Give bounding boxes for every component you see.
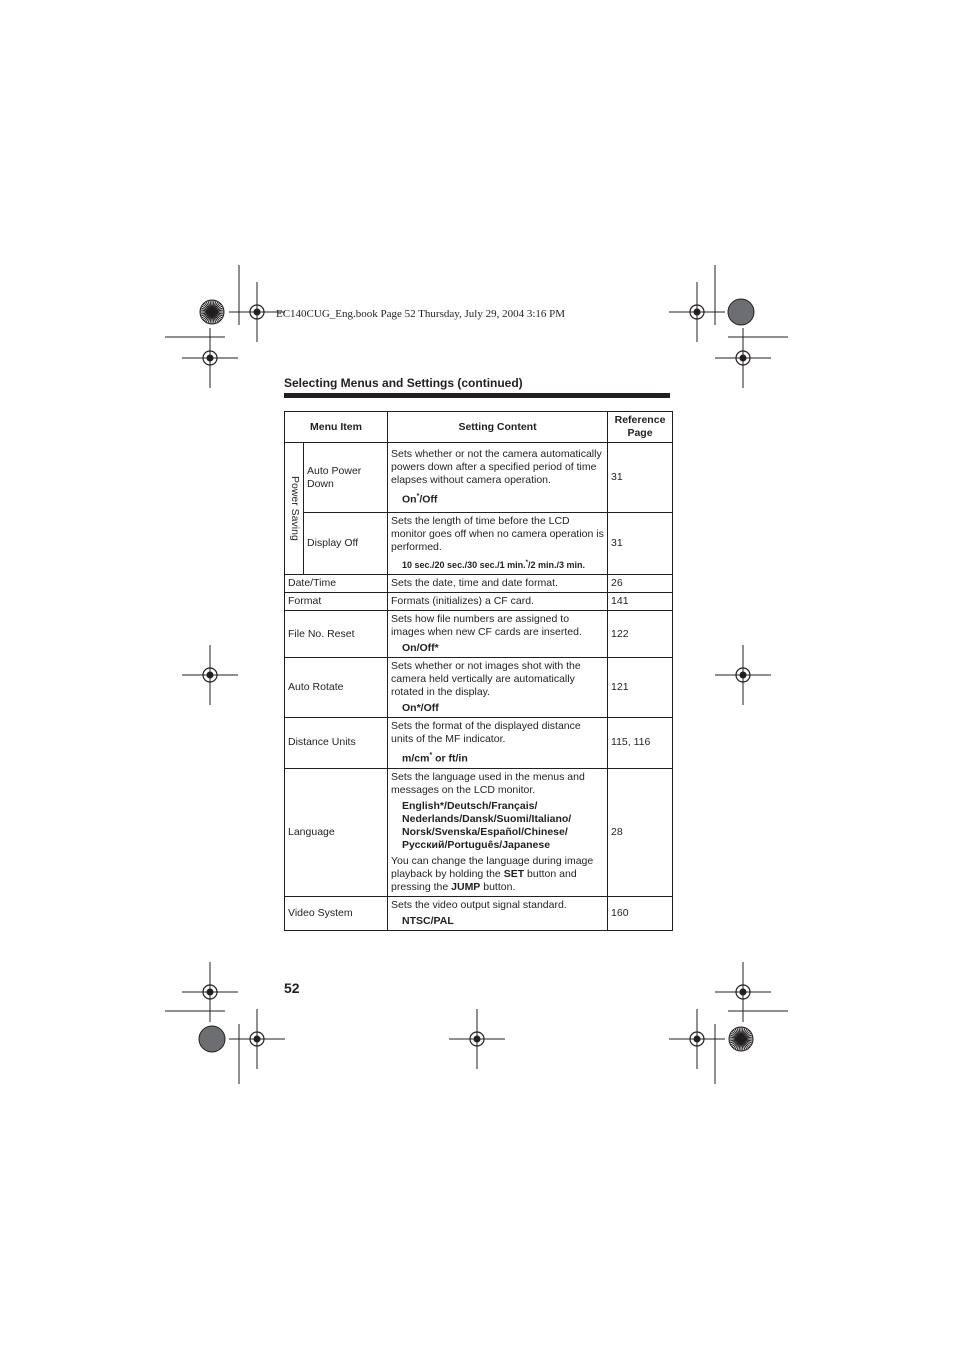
table-row [285, 768, 673, 896]
gray-patch-icon [728, 299, 754, 325]
setting-options: m/cm* or ft/in [402, 752, 468, 765]
setting-content-cell: Formats (initializes) a CF card. [388, 593, 608, 611]
header-reference-page: Reference Page [608, 412, 673, 443]
menu-item-cell: Auto Rotate [285, 658, 388, 718]
print-header: EC140CUG_Eng.book Page 52 Thursday, July 29, 2004 3:16 PM [276, 308, 566, 320]
reference-page-cell: 160 [608, 896, 673, 930]
setting-content-cell [388, 896, 608, 930]
table-header-row [285, 412, 673, 443]
section-rule [284, 393, 670, 398]
reference-page-cell: 121 [608, 658, 673, 718]
table-row [285, 513, 673, 575]
table-row [285, 443, 673, 513]
setting-options: On*/Off [402, 493, 438, 506]
section-title: Selecting Menus and Settings (continued) [284, 376, 523, 390]
menu-item-cell: Format [285, 593, 388, 611]
setting-content-cell [388, 768, 608, 896]
header-menu-item: Menu Item [285, 412, 388, 443]
setting-description: Sets whether or not images shot with the camera held vertically are automatically rotated in the display. [391, 660, 581, 698]
reference-page-cell: 115, 116 [608, 718, 673, 769]
setting-description: Sets the video output signal standard. [391, 898, 567, 911]
table-row [285, 658, 673, 718]
language-options: English*/Deutsch/Français/ Nederlands/Dansk/Suomi/Italiano/ Norsk/Svenska/Español/Chinese/ Русский/Português/Japanese [402, 799, 572, 851]
setting-description: Sets the language used in the menus and messages on the LCD monitor. [391, 770, 585, 796]
reference-page-cell: 141 [608, 593, 673, 611]
reference-page-cell: 26 [608, 575, 673, 593]
menu-item-cell: Display Off [304, 513, 388, 575]
reference-page-cell: 122 [608, 611, 673, 658]
setting-description: Sets how file numbers are assigned to images when new CF cards are inserted. [391, 613, 582, 638]
page-number: 52 [284, 980, 300, 996]
table-row [285, 611, 673, 658]
group-label: Power Saving [289, 476, 301, 541]
setting-options: On/Off* [402, 642, 439, 654]
table-row [285, 593, 673, 611]
menu-item-cell: Distance Units [285, 718, 388, 769]
menu-settings-table [284, 411, 673, 931]
setting-content-cell [388, 611, 608, 658]
menu-item-cell: Language [285, 768, 388, 896]
setting-content-cell [388, 718, 608, 769]
table-row [285, 575, 673, 593]
language-note: You can change the language during image playback by holding the SET button and pressing the JUMP button. [391, 854, 594, 893]
setting-options: 10 sec./20 sec./30 sec./1 min.*/2 min./3 min. [402, 560, 585, 570]
gray-patch-icon [199, 1026, 225, 1052]
setting-content-cell [388, 443, 608, 513]
reference-page-cell: 31 [608, 513, 673, 575]
setting-description: Sets the format of the displayed distance units of the MF indicator. [391, 720, 581, 745]
menu-item-cell: Date/Time [285, 575, 388, 593]
setting-content-cell: Sets the date, time and date format. [388, 575, 608, 593]
setting-description: Sets the length of time before the LCD monitor goes off when no camera operation is performed. [391, 515, 604, 553]
menu-item-cell: File No. Reset [285, 611, 388, 658]
table-row [285, 718, 673, 769]
header-setting-content: Setting Content [388, 412, 608, 443]
setting-options: NTSC/PAL [402, 914, 454, 927]
menu-item-cell: Auto Power Down [304, 443, 388, 513]
group-label-cell [285, 443, 304, 575]
reference-page-cell: 31 [608, 443, 673, 513]
setting-content-cell [388, 513, 608, 575]
reference-page-cell: 28 [608, 768, 673, 896]
setting-description: Sets whether or not the camera automatically powers down after a specified period of time elapses without camera operation. [391, 448, 602, 487]
table-row [285, 896, 673, 930]
menu-item-cell: Video System [285, 896, 388, 930]
setting-options: On*/Off [402, 702, 439, 714]
setting-content-cell [388, 658, 608, 718]
